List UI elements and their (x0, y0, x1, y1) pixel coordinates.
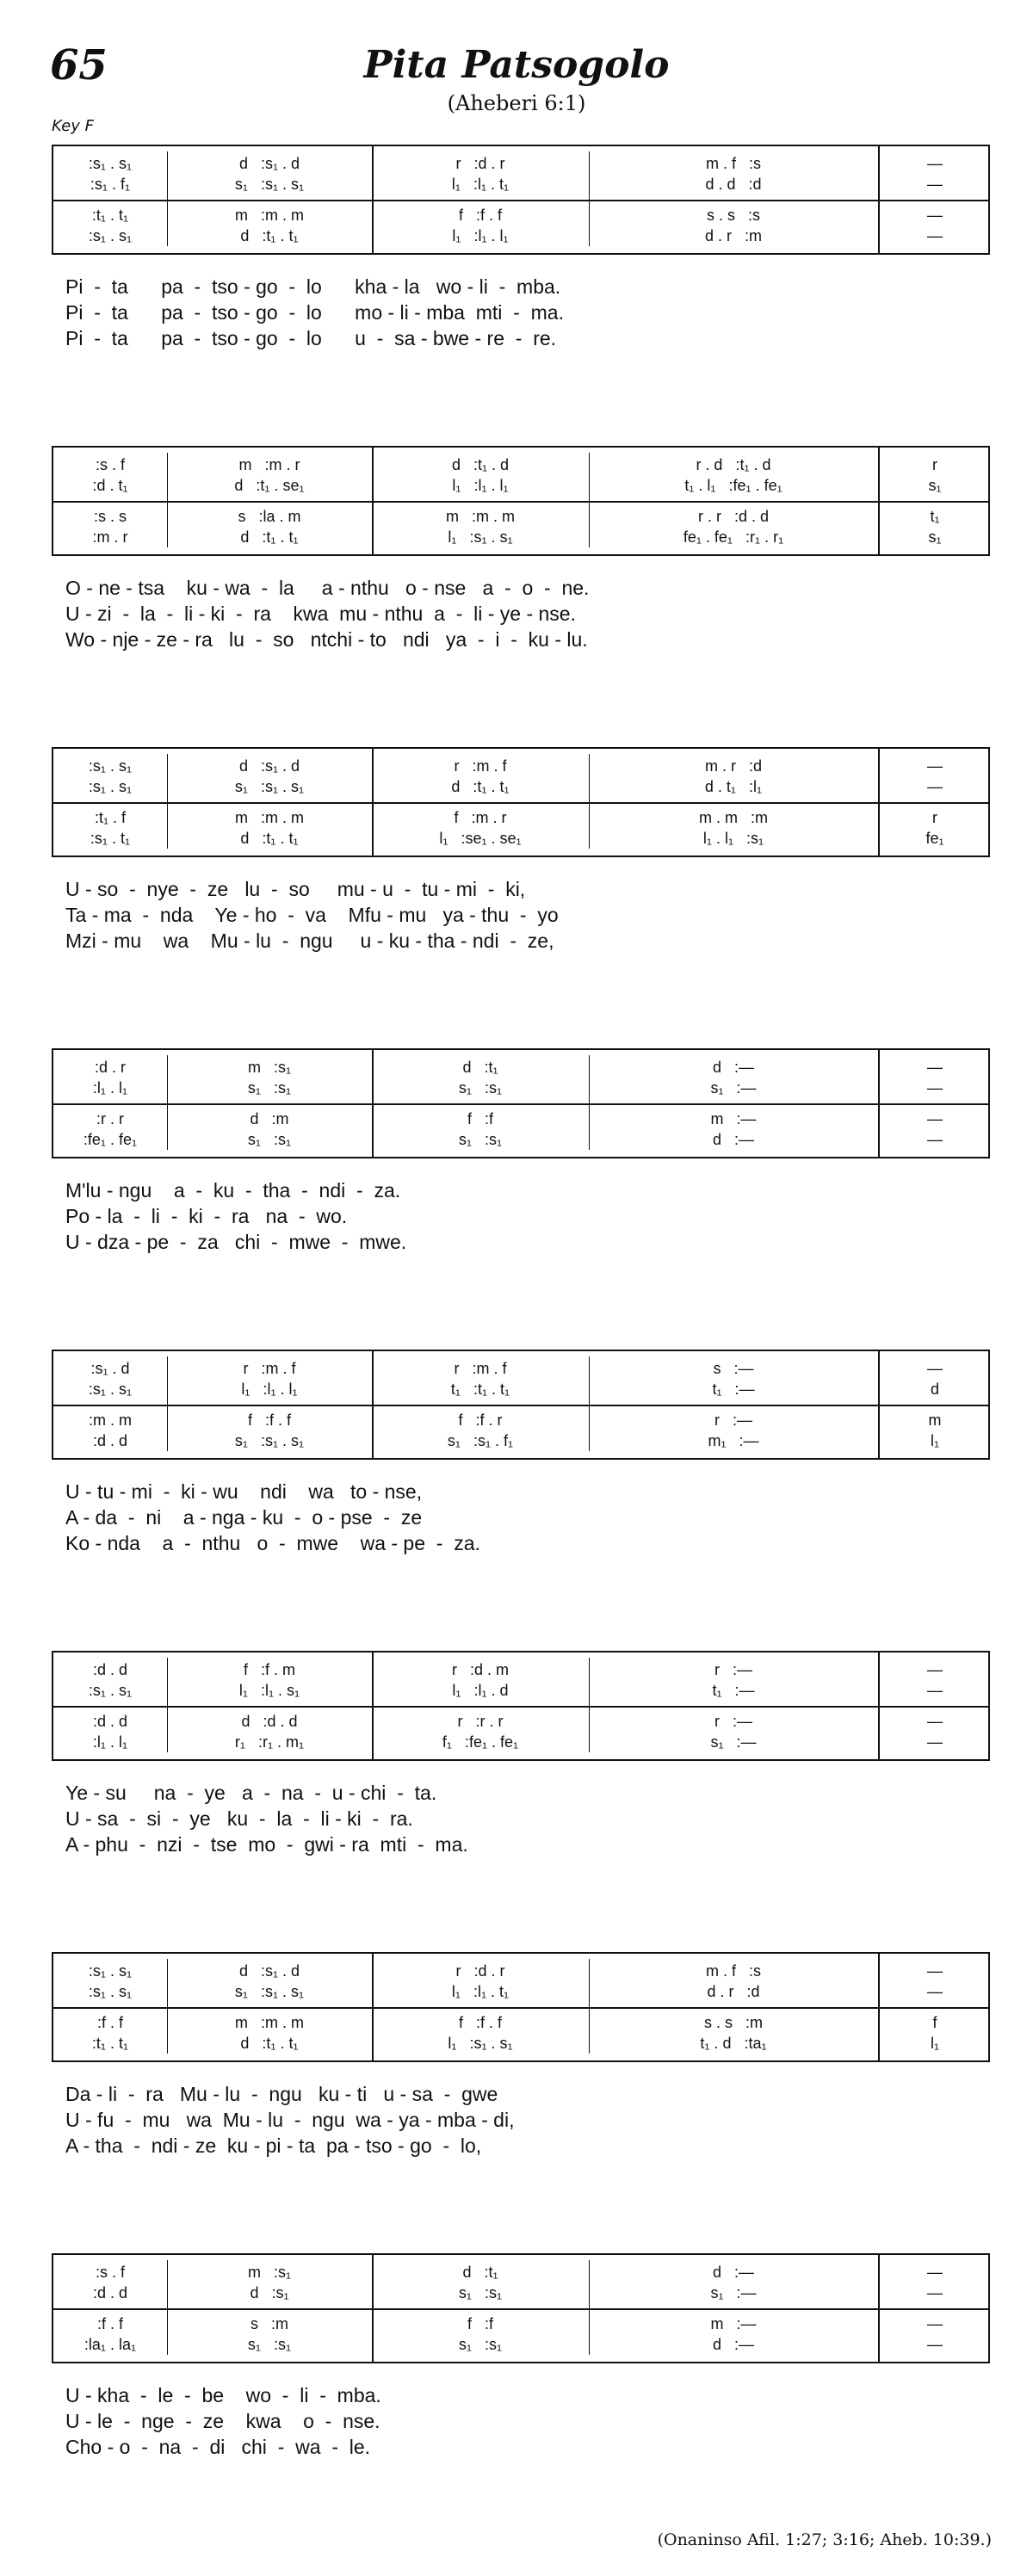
sol-fa-staff (52, 446, 990, 556)
sol-fa-staff (52, 1350, 990, 1460)
note-cell: r :— (714, 1412, 752, 1429)
note-cell: :s₁ . s₁ (88, 155, 133, 172)
lyric-line: Ko - nda a - nthu o - mwe wa - pe - za. (65, 1532, 480, 1554)
note-cell: s₁ :s₁ . s₁ (234, 1983, 305, 2000)
note-cell: :s₁ . f₁ (90, 176, 131, 193)
sol-fa-staff (52, 1952, 990, 2062)
note-cell: f :f . f (247, 1412, 291, 1429)
note-cell: d :t₁ (462, 2264, 498, 2281)
hymn-scripture-reference: (Aheberi 6:1) (447, 91, 586, 115)
sol-fa-staff (52, 747, 990, 857)
note-cell: s₁ :s₁ (247, 2336, 292, 2353)
note-cell: l₁ :se₁ . se₁ (439, 830, 522, 847)
voice-part-row (53, 1678, 988, 1702)
note-cell: :d . t₁ (92, 477, 128, 494)
music-system (52, 2253, 990, 2529)
note-cell: — (927, 2336, 943, 2353)
note-cell: — (927, 1110, 943, 1127)
note-cell: s . s :m (703, 2014, 763, 2031)
note-cell: s :— (713, 1360, 754, 1377)
note-cell: d :s₁ . d (238, 155, 300, 172)
lyric-line: Wo - nje - ze - ra lu - so ntchi - to ndi ya - i - ku - lu. (65, 628, 588, 651)
voice-pair-divider (53, 2308, 988, 2310)
lyric-line: Ye - su na - ye a - na - u - chi - ta. (65, 1782, 437, 1804)
note-cell: s :la . m (238, 508, 301, 525)
footer-reference: (Onaninso Afil. 1:27; 3:16; Aheb. 10:39.) (657, 2530, 992, 2549)
voice-part-row (53, 525, 988, 549)
note-cell: m (928, 1412, 942, 1429)
note-cell: l₁ . l₁ :s₁ (702, 830, 764, 847)
voice-part-row (53, 172, 988, 196)
note-cell: r :m . f (454, 1360, 507, 1377)
note-cell: :t₁ . f (94, 809, 127, 826)
voice-pair-divider (53, 1706, 988, 1708)
note-cell: d :t₁ . se₁ (234, 477, 305, 494)
note-cell: :d . d (92, 1661, 128, 1678)
note-cell: :l₁ . l₁ (92, 1079, 128, 1096)
lyric-line: U - dza - pe - za chi - mwe - mwe. (65, 1231, 407, 1253)
lyric-line: U - kha - le - be wo - li - mba. (65, 2384, 381, 2406)
lyric-line: Pi - ta pa - tso - go - lo kha - la wo - li - mba. (65, 275, 561, 298)
sol-fa-staff (52, 145, 990, 255)
note-cell: — (927, 176, 943, 193)
note-cell: :s₁ . s₁ (88, 778, 133, 795)
note-cell: d :s₁ . d (238, 1962, 300, 1980)
lyrics-block (52, 575, 990, 652)
note-cell: d :— (712, 1131, 754, 1148)
lyrics-block (52, 876, 990, 954)
hymn-number: 65 (50, 41, 108, 90)
note-cell: f :f (467, 1110, 493, 1127)
note-cell: m :m . m (446, 508, 515, 525)
lyric-line: U - tu - mi - ki - wu ndi wa to - nse, (65, 1480, 423, 1503)
voice-part-row (53, 1429, 988, 1453)
note-cell: :d . r (94, 1059, 126, 1076)
note-cell: :s . f (95, 456, 125, 473)
note-cell: m :s₁ (247, 1059, 292, 1076)
note-cell: :d . d (92, 2284, 128, 2301)
voice-part-row (53, 2031, 988, 2055)
note-cell: f :f . f (458, 207, 502, 224)
lyrics-block (52, 274, 990, 351)
note-cell: — (927, 227, 943, 244)
note-cell: r :— (714, 1713, 752, 1730)
note-cell: — (927, 1079, 943, 1096)
note-cell: s₁ :— (710, 1079, 757, 1096)
lyric-line: O - ne - tsa ku - wa - la a - nthu o - nse a - o - ne. (65, 577, 590, 599)
note-cell: :t₁ . t₁ (91, 2035, 129, 2052)
note-cell: fe₁ . fe₁ :r₁ . r₁ (683, 528, 784, 546)
note-cell: d . t₁ :l₁ (704, 778, 763, 795)
note-cell: m :— (710, 2315, 757, 2332)
voice-pair-divider (53, 2007, 988, 2009)
note-cell: s₁ :s₁ (458, 1131, 503, 1148)
lyric-line: U - sa - si - ye ku - la - li - ki - ra. (65, 1807, 413, 1830)
note-cell: s₁ :s₁ (458, 1079, 503, 1096)
note-cell: f :f (467, 2315, 493, 2332)
note-cell: r . r :d . d (697, 508, 770, 525)
note-cell: d :s₁ (250, 2284, 289, 2301)
note-cell: — (927, 1983, 943, 2000)
note-cell: m :— (710, 1110, 757, 1127)
note-cell: m :m . m (235, 2014, 304, 2031)
note-cell: d :t₁ . t₁ (240, 830, 299, 847)
note-cell: :d . d (92, 1432, 128, 1449)
note-cell: :s₁ . s₁ (88, 1983, 133, 2000)
note-cell: s₁ :s₁ (247, 1131, 292, 1148)
note-cell: d (930, 1381, 939, 1398)
music-system (52, 145, 990, 420)
lyric-line: Cho - o - na - di chi - wa - le. (65, 2436, 371, 2458)
note-cell: s₁ :— (710, 1733, 757, 1751)
note-cell: — (927, 757, 943, 775)
note-cell: :s₁ . s₁ (88, 1381, 133, 1398)
lyric-line: Po - la - li - ki - ra na - wo. (65, 1205, 348, 1227)
music-system (52, 747, 990, 1022)
note-cell: :s₁ . s₁ (88, 757, 133, 775)
note-cell: :d . d (92, 1713, 128, 1730)
note-cell: :f . f (96, 2014, 123, 2031)
note-cell: — (927, 1131, 943, 1148)
note-cell: d :s₁ . d (238, 757, 300, 775)
note-cell: m . m :m (699, 809, 768, 826)
note-cell: r :d . r (455, 155, 505, 172)
note-cell: s₁ :— (710, 2284, 757, 2301)
note-cell: m . r :d (704, 757, 762, 775)
note-cell: l₁ :s₁ . s₁ (448, 2035, 513, 2052)
lyric-line: A - phu - nzi - tse mo - gwi - ra mti - ma. (65, 1833, 468, 1856)
note-cell: m . f :s (705, 1962, 761, 1980)
note-cell: — (927, 778, 943, 795)
note-cell: l₁ (930, 2035, 940, 2052)
note-cell: r :— (714, 1661, 752, 1678)
lyric-line: Mzi - mu wa Mu - lu - ngu u - ku - tha - ndi - ze, (65, 930, 554, 952)
note-cell: t₁ :— (712, 1381, 755, 1398)
lyric-line: Pi - ta pa - tso - go - lo mo - li - mba mti - ma. (65, 301, 564, 324)
note-cell: — (927, 1713, 943, 1730)
note-cell: :m . m (89, 1412, 132, 1429)
voice-part-row (53, 1730, 988, 1754)
note-cell: s . s :s (706, 207, 760, 224)
note-cell: l₁ (930, 1432, 940, 1449)
sol-fa-staff (52, 2253, 990, 2363)
note-cell: — (927, 2284, 943, 2301)
note-cell: r :m . f (454, 757, 507, 775)
note-cell: s₁ :s₁ . f₁ (447, 1432, 514, 1449)
music-system (52, 446, 990, 721)
note-cell: s₁ (928, 477, 942, 494)
voice-pair-divider (53, 501, 988, 503)
lyrics-block (52, 1780, 990, 1857)
music-system (52, 1350, 990, 1625)
note-cell: — (927, 1962, 943, 1980)
note-cell: r :m . f (243, 1360, 296, 1377)
voice-pair-divider (53, 200, 988, 201)
music-system (52, 1651, 990, 1926)
hymn-title: Pita Patsogolo (363, 43, 670, 87)
voice-part-row (53, 1980, 988, 2004)
note-cell: — (927, 1059, 943, 1076)
lyrics-block (52, 2382, 990, 2460)
note-cell: — (927, 1733, 943, 1751)
note-cell: d . r :m (704, 227, 762, 244)
voice-part-row (53, 775, 988, 799)
lyric-line: Ta - ma - nda Ye - ho - va Mfu - mu ya - thu - yo (65, 904, 559, 926)
voice-part-row (53, 224, 988, 248)
note-cell: m :s₁ (247, 2264, 292, 2281)
note-cell: l₁ :s₁ . s₁ (448, 528, 513, 546)
note-cell: d :m (250, 1110, 289, 1127)
note-cell: :s . f (95, 2264, 125, 2281)
note-cell: r :d . m (451, 1661, 509, 1678)
note-cell: m₁ :— (708, 1432, 759, 1449)
voice-part-row (53, 1076, 988, 1100)
note-cell: f :f . r (458, 1412, 503, 1429)
key-signature: Key F (52, 117, 94, 135)
note-cell: m :m . m (235, 809, 304, 826)
note-cell: r :r . r (457, 1713, 504, 1730)
note-cell: d :— (712, 2336, 754, 2353)
note-cell: l₁ :l₁ . l₁ (241, 1381, 298, 1398)
note-cell: r :d . r (455, 1962, 505, 1980)
note-cell: :s₁ . s₁ (88, 1962, 133, 1980)
lyrics-block (52, 1177, 990, 1255)
note-cell: l₁ :l₁ . s₁ (238, 1682, 300, 1699)
note-cell: l₁ :l₁ . l₁ (452, 477, 509, 494)
lyric-line: A - da - ni a - nga - ku - o - pse - ze (65, 1506, 423, 1529)
note-cell: f :m . r (454, 809, 507, 826)
note-cell: d :d . d (241, 1713, 298, 1730)
note-cell: s :m (251, 2315, 288, 2332)
note-cell: r₁ :r₁ . m₁ (234, 1733, 305, 1751)
note-cell: s₁ :s₁ . s₁ (234, 778, 305, 795)
note-cell: t₁ . d :ta₁ (700, 2035, 767, 2052)
voice-pair-divider (53, 1405, 988, 1406)
note-cell: — (927, 1360, 943, 1377)
lyric-line: A - tha - ndi - ze ku - pi - ta pa - tso - go - lo, (65, 2134, 482, 2157)
note-cell: r (932, 456, 937, 473)
lyric-line: M'lu - ngu a - ku - tha - ndi - za. (65, 1179, 401, 1202)
note-cell: :l₁ . l₁ (92, 1733, 128, 1751)
note-cell: s₁ :s₁ . s₁ (234, 1432, 305, 1449)
note-cell: — (927, 2315, 943, 2332)
voice-part-row (53, 1377, 988, 1401)
note-cell: :r . r (96, 1110, 124, 1127)
note-cell: d . d :d (705, 176, 762, 193)
note-cell: :s . s (93, 508, 127, 525)
music-system (52, 1048, 990, 1324)
note-cell: :s₁ . s₁ (88, 227, 133, 244)
note-cell: t₁ :— (712, 1682, 755, 1699)
lyrics-block (52, 1479, 990, 1556)
note-cell: d :t₁ . t₁ (240, 2035, 299, 2052)
lyric-line: U - so - nye - ze lu - so mu - u - tu - mi - ki, (65, 878, 526, 900)
note-cell: r (932, 809, 937, 826)
note-cell: s₁ :s₁ (458, 2336, 503, 2353)
note-cell: l₁ :l₁ . l₁ (452, 227, 509, 244)
note-cell: — (927, 207, 943, 224)
note-cell: s₁ :s₁ (247, 1079, 292, 1096)
note-cell: r . d :t₁ . d (696, 456, 771, 473)
note-cell: d :t₁ . t₁ (240, 227, 299, 244)
note-cell: s₁ (928, 528, 942, 546)
note-cell: m :m . r (238, 456, 300, 473)
note-cell: m :m . m (235, 207, 304, 224)
lyric-line: U - le - nge - ze kwa o - nse. (65, 2410, 380, 2432)
note-cell: d :— (712, 1059, 754, 1076)
sol-fa-staff (52, 1651, 990, 1761)
note-cell: d :t₁ . d (451, 456, 510, 473)
lyric-line: Pi - ta pa - tso - go - lo u - sa - bwe - re - re. (65, 327, 557, 349)
lyric-line: Da - li - ra Mu - lu - ngu ku - ti u - sa - gwe (65, 2083, 498, 2105)
music-system (52, 1952, 990, 2227)
note-cell: d :t₁ . t₁ (451, 778, 510, 795)
note-cell: :s₁ . t₁ (90, 830, 131, 847)
voice-part-row (53, 1127, 988, 1152)
note-cell: f₁ :fe₁ . fe₁ (442, 1733, 519, 1751)
note-cell: — (927, 155, 943, 172)
note-cell: :la₁ . la₁ (84, 2336, 137, 2353)
note-cell: f :f . f (458, 2014, 502, 2031)
voice-pair-divider (53, 1103, 988, 1105)
note-cell: l₁ :l₁ . t₁ (451, 1983, 510, 2000)
note-cell: d :— (712, 2264, 754, 2281)
note-cell: f :f . m (243, 1661, 295, 1678)
sol-fa-staff (52, 1048, 990, 1158)
note-cell: :fe₁ . fe₁ (83, 1131, 138, 1148)
note-cell: s₁ :s₁ . s₁ (234, 176, 305, 193)
note-cell: t₁ (930, 508, 940, 525)
note-cell: fe₁ (925, 830, 944, 847)
voice-part-row (53, 826, 988, 850)
note-cell: d . r :d (707, 1983, 760, 2000)
voice-part-row (53, 2281, 988, 2305)
note-cell: t₁ . l₁ :fe₁ . fe₁ (684, 477, 782, 494)
note-cell: m . f :s (705, 155, 761, 172)
voice-part-row (53, 2332, 988, 2357)
note-cell: :f . f (96, 2315, 123, 2332)
note-cell: s₁ :s₁ (458, 2284, 503, 2301)
note-cell: t₁ :t₁ . t₁ (450, 1381, 510, 1398)
lyric-line: U - fu - mu wa Mu - lu - ngu wa - ya - mba - di, (65, 2109, 515, 2131)
note-cell: :s₁ . s₁ (88, 1682, 133, 1699)
lyrics-block (52, 2081, 990, 2159)
note-cell: d :t₁ (462, 1059, 498, 1076)
lyric-line: U - zi - la - li - ki - ra kwa mu - nthu a - li - ye - nse. (65, 602, 576, 625)
note-cell: — (927, 1661, 943, 1678)
voice-pair-divider (53, 802, 988, 804)
voice-part-row (53, 473, 988, 497)
note-cell: :t₁ . t₁ (91, 207, 129, 224)
note-cell: — (927, 2264, 943, 2281)
note-cell: l₁ :l₁ . d (452, 1682, 509, 1699)
note-cell: f (932, 2014, 937, 2031)
note-cell: :m . r (92, 528, 128, 546)
note-cell: — (927, 1682, 943, 1699)
note-cell: :s₁ . d (90, 1360, 130, 1377)
note-cell: d :t₁ . t₁ (240, 528, 299, 546)
note-cell: l₁ :l₁ . t₁ (451, 176, 510, 193)
